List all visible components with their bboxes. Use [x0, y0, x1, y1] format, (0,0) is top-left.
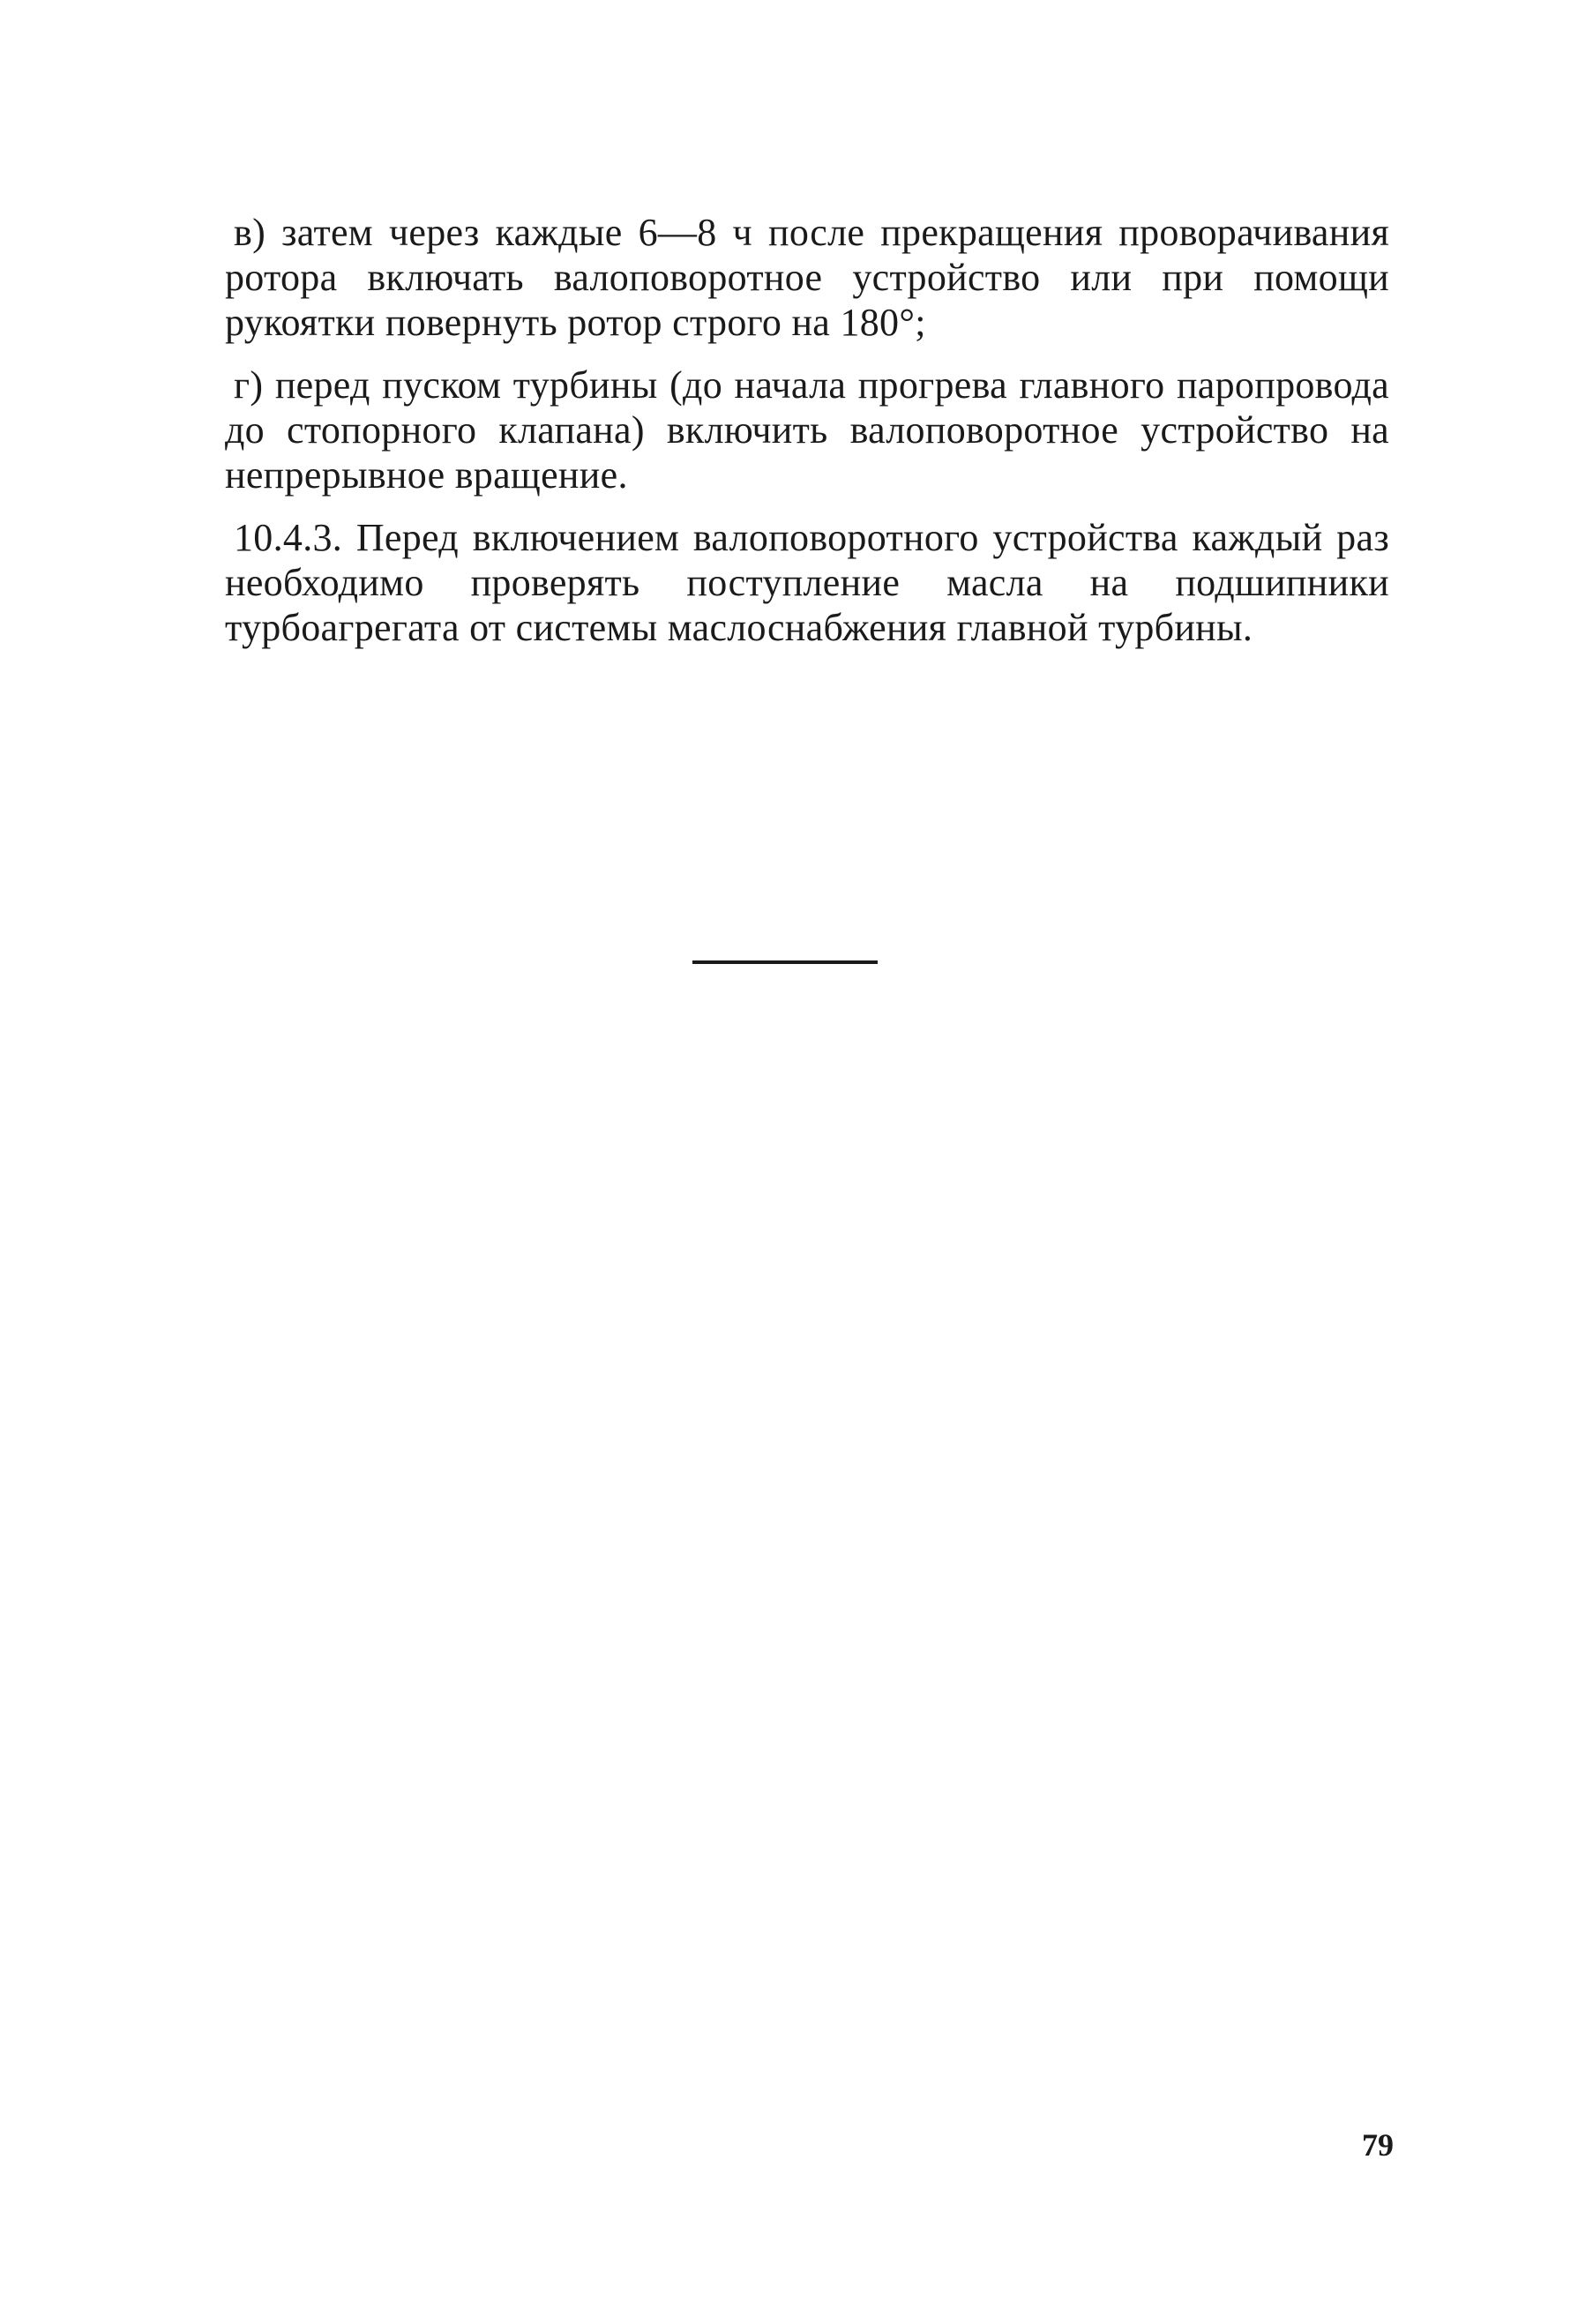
paragraph-10-4-3: 10.4.3. Перед включением валоповоротного устройства каждый раз необходимо проверять поступление масла на подшипники турбоагрегата от системы маслоснабжения главной турбины. [225, 516, 1389, 649]
section-end-rule [692, 960, 878, 964]
body-text [225, 210, 1389, 668]
paragraph-item-g: г) перед пуском турбины (до начала прогрева главного паропровода до стопорного клапана) включить валоповоротное устройство на непрерывное вращение. [225, 363, 1389, 497]
page-number: 79 [1362, 2127, 1394, 2163]
paragraph-item-v: в) затем через каждые 6—8 ч после прекращения проворачивания ротора включать валоповоротное устройство или при помощи рукоятки повернуть ротор строго на 180°; [225, 211, 1389, 344]
